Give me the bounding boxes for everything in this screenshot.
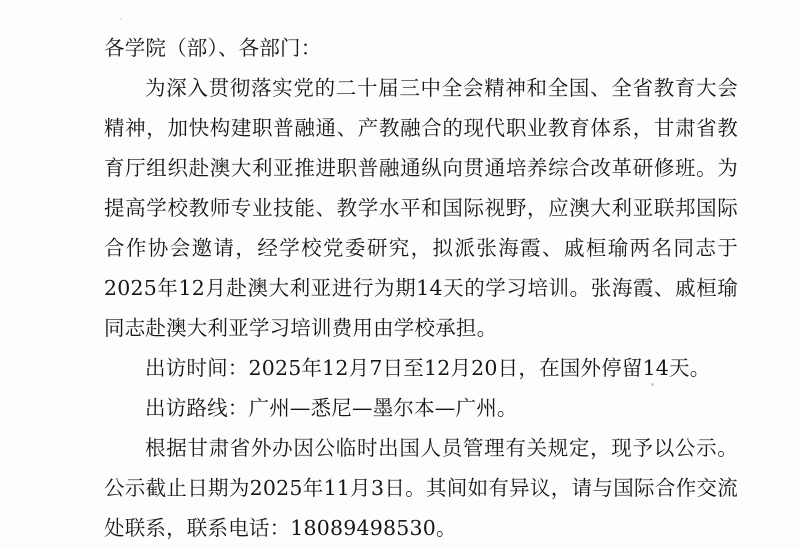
paper-speck-icon <box>330 477 332 479</box>
document-body <box>104 28 738 548</box>
paragraph-4: 根据甘肃省外办因公临时出国人员管理有关规定，现予以公示。公示截止日期为2025年11月3日。其间如有异议，请与国际合作交流处联系，联系电话：18089498530。 <box>104 436 738 540</box>
paragraph-1: 为深入贯彻落实党的二十届三中全会精神和全国、全省教育大会精神，加快构建职普融通、产教融合的现代职业教育体系，甘肃省教育厅组织赴澳大利亚推进职普融通纵向贯通培养综合改革研修班。为提高学校教师专业技能、教学水平和国际视野，应澳大利亚联邦国际合作协会邀请，经学校党委研究，拟派张海霞、戚桓瑜两名同志于2025年12月赴澳大利亚进行为期14天的学习培训。张海霞、戚桓瑜同志赴澳大利亚学习培训费用由学校承担。 <box>104 76 738 340</box>
paragraph-2: 出访时间：2025年12月7日至12月20日，在国外停留14天。 <box>145 356 711 380</box>
salutation-line: 各学院（部）、各部门： <box>104 36 322 60</box>
paragraph-3: 出访路线：广州—悉尼—墨尔本—广州。 <box>145 396 518 420</box>
paper-speck-icon <box>120 18 122 20</box>
paper-speck-icon <box>651 383 654 386</box>
